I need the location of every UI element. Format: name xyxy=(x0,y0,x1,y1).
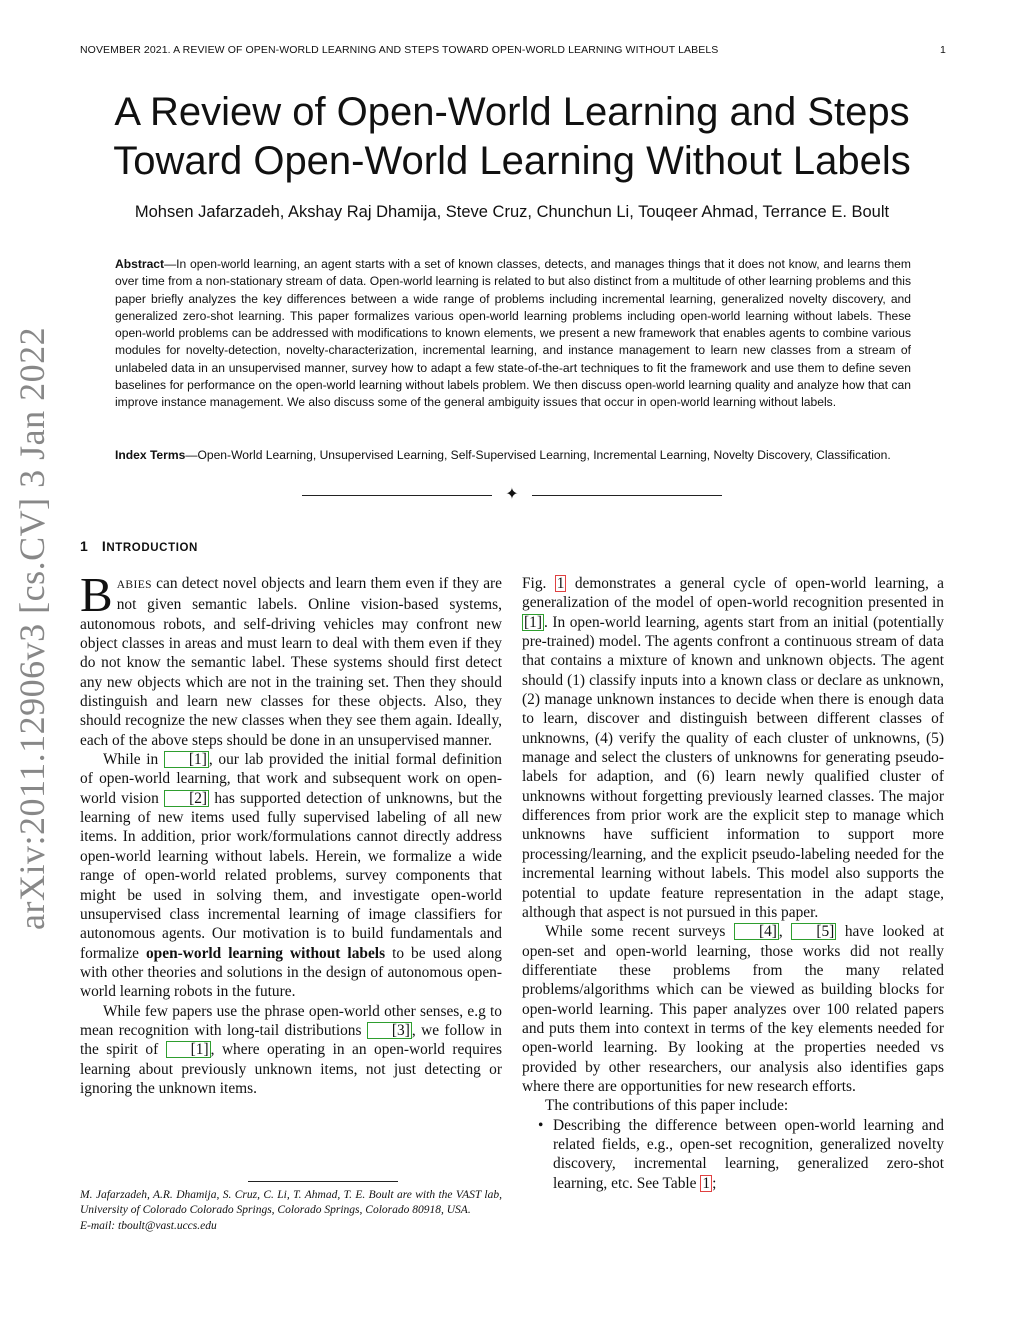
text-span: While some recent surveys xyxy=(545,923,734,941)
list-item xyxy=(522,1116,944,1193)
abstract xyxy=(115,256,911,412)
citation-link[interactable]: [5] xyxy=(791,923,836,940)
separator-line-right xyxy=(532,495,722,496)
index-terms-text: —Open-World Learning, Unsupervised Learning, Self-Supervised Learning, Incremental Learning, Novelty Discovery, Classification. xyxy=(185,448,891,462)
text-span: have looked at open-set and open-world learning, those works did not really differentiate these problems from the many related problems/algorithms which can be viewed as building blocks for open-world learning. This paper analyzes over 100 related papers and puts them into context in terms of the key elements needed for open-world learning. By looking at the properties needed vs provided by other researchers, our analysis also identifies gaps where there are opportunities for new research efforts. xyxy=(522,923,945,1095)
text-span: to be used along with other theories and solutions in the design of autonomous open-world learning robots in the future. xyxy=(80,944,502,1001)
citation-link[interactable]: [4] xyxy=(734,923,779,940)
abstract-text: —In open-world learning, an agent starts with a set of known classes, detects, and manages things that it does not know, and learns them over time from a non-stationary stream of data. Open-world learning is related to but also distinct from a multitude of other learning problems and this paper briefly analyzes the key differences between a wide range of problems including incremental learning, generalized novelty discovery, and generalized zero-shot learning. This paper formalizes various open-world learning problems including open-world learning without labels. These open-world problems can be addressed with modifications to known elements, we present a new framework that enables agents to combine various modules for novelty-detection, novelty-characterization, incremental learning, and instance management to learn new classes from a stream of unlabeled data in an unsupervised manner, survey how to adapt a few state-of-the-art techniques to fit the framework and use them to define seven baselines for performance on the open-world learning without labels problem. We then discuss open-world learning quality and analyze how that can improve instance management. We also discuss some of the general ambiguity issues that occur in open-world learning without labels. xyxy=(115,257,911,410)
smallcaps-word: ABIES xyxy=(116,579,152,591)
drop-cap: B xyxy=(80,567,113,622)
text-span: , where operating in an open-world requires learning about previously unknown items, not just detecting or ignoring the unknown items. xyxy=(80,1041,503,1097)
left-column xyxy=(80,567,503,1098)
table-reference-link[interactable]: 1 xyxy=(702,1174,711,1192)
separator-star-icon: ✦ xyxy=(505,486,519,503)
figure-reference-link[interactable]: 1 xyxy=(556,575,565,592)
citation-link[interactable]: [1] xyxy=(166,1041,211,1058)
text-span: demonstrates a general cycle of open-world learning, a generalization of the model of open-world recognition presented in xyxy=(522,575,944,612)
text-span: has supported detection of unknowns, but the learning of new items used fully supervised labeling of all new items. In addition, prior work/formulations cannot directly address open-world learning without labels. Herein, we formalize a wide range of open-world related problems, survey components that might be used in solving them, and investigate open-world unsupervised class incremental learning of image classifiers for autonomous agents. Our motivation is to build fundamentals and formalize xyxy=(80,789,503,962)
arxiv-identifier-stamp: arXiv:2011.12906v3 [cs.CV] 3 Jan 2022 xyxy=(12,326,52,930)
author-list: Mohsen Jafarzadeh, Akshay Raj Dhamija, Steve Cruz, Chunchun Li, Touqeer Ahmad, Terrance E. Boult xyxy=(134,203,890,221)
text-span: Fig. xyxy=(522,575,555,592)
index-terms-label: Index Terms xyxy=(115,448,186,462)
text-span: Describing the difference between open-world learning and related fields, e.g., open-set recognition, generalized novelty discovery, incremental learning, generalized zero-shot learning, etc. See Table xyxy=(553,1116,944,1192)
running-header xyxy=(80,44,946,56)
affiliation-footnote xyxy=(80,1188,502,1234)
right-column xyxy=(522,574,944,1193)
text-span: , we follow in the spirit of xyxy=(80,1021,502,1059)
right-paragraph-2 xyxy=(522,922,944,1096)
text-span: , our lab provided the initial formal definition of open-world learning, that work and subsequent work on open-world vision xyxy=(80,751,502,807)
title-line-2: Toward Open-World Learning Without Labels xyxy=(113,139,911,183)
section-title-first: I xyxy=(101,538,107,554)
text-span: ; xyxy=(712,1174,717,1192)
intro-paragraph-2 xyxy=(80,750,502,1001)
section-number: 1 xyxy=(80,538,89,554)
citation-link[interactable]: [3] xyxy=(367,1022,412,1039)
index-terms xyxy=(115,447,911,464)
intro-paragraph-1 xyxy=(80,567,502,750)
footnote-email: E-mail: tboult@vast.uccs.edu xyxy=(80,1219,217,1232)
running-title: NOVEMBER 2021. A REVIEW OF OPEN-WORLD LEARNING AND STEPS TOWARD OPEN-WORLD LEARNING WITHOUT LABELS xyxy=(80,44,719,56)
citation-link[interactable]: [2] xyxy=(164,790,209,807)
title-line-1: A Review of Open-World Learning and Steps xyxy=(114,90,910,134)
page-number: 1 xyxy=(940,44,946,56)
section-separator xyxy=(302,485,722,505)
section-title-rest: NTRODUCTION xyxy=(106,542,198,554)
separator-line-left xyxy=(302,495,492,496)
contributions-list xyxy=(522,1116,944,1193)
intro-paragraph-1-text: can detect novel objects and learn them even if they are not given semantic labels. Online vision-based systems, autonomous robots, and self-driving vehicles may confront new object classes in areas and must learn to deal with them even if they do not know the semantic label. These systems should first detect any new objects which are not in the training set. Then they should distinguish and learn new classes for these objects. Also, they should recognize the new classes when they see them again. Ideally, each of the above steps should be done in an unsupervised manner. xyxy=(80,575,502,749)
paper-title xyxy=(60,88,964,186)
footnote-affiliation: M. Jafarzadeh, A.R. Dhamija, S. Cruz, C. Li, T. Ahmad, T. E. Boult are with the VAST lab, University of Colorado Colorado Springs, Colorado Springs, Colorado 80918, USA. xyxy=(80,1189,502,1217)
bold-phrase: open-world learning without labels xyxy=(145,944,386,962)
right-paragraph-1 xyxy=(522,574,944,922)
citation-link[interactable]: [1] xyxy=(524,613,542,631)
abstract-label: Abstract xyxy=(115,257,165,271)
text-span: . In open-world learning, agents start from an initial (potentially pre-trained) model. The agents confront a continuous stream of data that contains a mixture of known and unknown objects. The agent should (1) classify inputs into a known class or declare as unknown, (2) manage unknown instances to decide when there is enough data to learn, discover and distinguish between different classes of unknowns, (4) verify the quality of each cluster of unknowns, (5) manage and select the clusters of unknowns for generating pseudo-labels for adaption, and (6) learn newly qualified cluster of unknowns without forgetting previously learned classes. The major differences from prior work are the explicit step to manage which unknowns have sufficient information to support more processing/learning, and the explicit pseudo-labeling needed for the incremental learning without labels. This model also supports the potential to update feature representation in the adapt stage, although that aspect is not pursued in this paper. xyxy=(522,613,944,921)
footnote-rule xyxy=(248,1181,398,1182)
section-heading xyxy=(80,538,198,554)
text-span: , xyxy=(778,923,792,941)
text-span: While in xyxy=(103,751,164,769)
text-span: While few papers use the phrase open-world other senses, e.g to mean recognition with long-tail distributions xyxy=(80,1002,502,1039)
right-paragraph-3: The contributions of this paper include: xyxy=(545,1097,789,1115)
intro-paragraph-3 xyxy=(80,1002,502,1099)
citation-link[interactable]: [1] xyxy=(164,751,209,768)
